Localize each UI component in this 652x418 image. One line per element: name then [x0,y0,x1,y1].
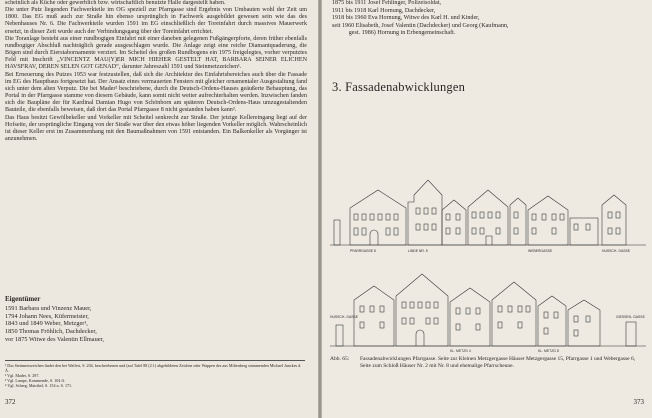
owners-continued [332,0,508,38]
paragraph: Die unter Putz liegenden Fachwerkteile im OG speziell zur Pfarrgasse sind Ergebnis von Umbauten wohl der Zeit um 1800. Das EG muß auch zur Straße hin ebenso ursprünglich in Fachwerk ausgebildet gewesen sein wie das des Nebenhauses Nr. 6. Die Fachwerkteile wurden 1591 im EG einschließlich der Toreinfahrt durch massives Mauerwerk ersetzt, in dieser Zeit wurde auch der Verbindungsgang über der Toreinfahrt errichtet. [5,7,307,35]
owners-list [5,305,104,344]
caption-label: Abb. 65: [330,356,350,362]
page-number-right: 373 [633,398,644,406]
footnote: ⁴ Vgl. Scherg, Matrikel, S. 154 u. S. 171. [5,383,73,389]
owner-entry: 1911 bis 1918 Karl Hornung, Dachdecker, [332,7,436,14]
figure-caption [330,356,646,369]
owner-entry: 1850 Thomas Fröhlich, Dachdecker, [5,328,97,336]
facade-elevation-drawing [330,150,646,353]
paragraph: Bei Erneuerung des Putzes 1953 war festzustellen, daß sich die Architektur des Einfahrtsbereiches auch über die Fassade im EG des Hauptbaus fortgesetzt hat. Der Ansatz eines vermauerten Fensters mit gleicher ornamentaler Ausgestaltung fand sich unter dem alten Verputz. Die bei Mader² beschriebene, durch die Deutsch-Ordens-Hauses geäußerte Behauptung, das Portal in der Pfarrgasse stamme von diesem Gebäude, kann somit nicht weiter aufrechterhalten werden. Inzwischen fanden sich die Baupläne der für Kardinal Damian Hugo von Schönborn am späteren Deutsch-Ordens-Haus umzugestaltenden Bauteile, die ebenfalls beweisen, daß dort das Portal Pfarrgasse 8 nicht gestanden haben kann³. [5,71,307,114]
drawing-label: KL. METZG 4 [450,349,471,353]
owners-heading: Eigentümer [5,295,41,303]
section-title: 3. Fassadenabwicklungen [332,80,466,94]
caption-text: Fassadenabwicklungen Pfarrgasse. Seite zur Kleinen Metzgergasse Häuser Metzgergasse 15, Pfarrgasse 1 und Webergasse 6, Seite zum Schloß Häuser Nr. 2 mit Nr. 8 und ehemalige Pfarrscheune. [360,356,636,369]
body-text [5,0,307,143]
footnote: ³ Vgl. Lampe, Kommende, S. 104 ff. [5,378,66,384]
owner-entry: 1794 Johann Nees, Küfermeister, [5,312,89,320]
footnotes [5,360,305,388]
drawing-label: LINDE NR. 5 [408,249,428,253]
right-page [322,0,652,418]
owner-entry: 1875 bis 1911 Josef Fehlinger, Polizeisoldat, [332,0,442,6]
paragraph: Das Haus besitzt Gewölbekeller und Vorkeller mit Scheitel senkrecht zur Straße. Der jetzige Kellereingang liegt auf der Hofseite, der ursprüngliche Eingang von der Straße war über den etwas höher liegenden Vorkeller möglich. Wahrscheinlich ist dieser Keller erst im Zusammenhang mit den Baumaßnahmen von 1591 entstanden. Ein Balkenkeller als Vorgänger ist anzunehmen. [5,114,307,142]
drawing-label: HUSSCH- GASSE [602,249,631,253]
owner-entry: 1591 Barbara und Vinzenz Mauer, [5,305,92,312]
left-page [0,0,318,418]
footnote: ¹ Das Steinmetzzeichen findet den bei Walfert, S. 204, beschriebenen und (auf Tafel 88 (2.1) abgebildeten Zeichen oder Wappen des aus Miltenberg stammenden Michael Junckes d. Ä. [5,363,302,374]
page-number-left: 372 [5,398,16,406]
paragraph: scheinlich als Küche oder gewerblich bzw. wirtschaftlich benutzte Halle dargestellt haben. [5,0,226,6]
drawing-label: KL. METZG 8 [538,349,559,353]
drawing-label: WEBERGASSE [528,249,553,253]
owner-entry: gest. 1986) Hornung in Erbengemeinschaft. [332,30,456,36]
drawing-label: HUSSCH- GASSE [330,315,359,319]
drawing-label: PFARRGASSE 8 [350,249,376,253]
owner-entry: 1843 und 1849 Weber, Metzger¹, [5,320,88,328]
footnote: ² Vgl. Mader, S. 297. [5,373,40,379]
paragraph: Die Toranlage besteht aus einer rundbogigen Einfahrt mit einer daneben gelegenen Fußgängerpforte, deren früher ebenfalls rundbogiger Abschluß nachträglich gerade ausgeschlagen wurde. Die Anlage zeigt eine reiche Diamantquaderung, die Bögen sind durch Eierstabornamente verziert. Im Scheitel des großen Rundbogens ein 1975 freigelegtes, vorher verputztes Feld mit Inschrift „VINCENTZ MAU(Y)ER MICH HIEHER GESTELT HAT, BARBARA SEINER ELICHEN HAVSFRAV, DEREN SELEN GOT GENAD“, darunter Jahreszahl 1591 und Steinmetzzeichen¹. [5,35,307,71]
drawing-label: GIESSEN- GASSE [616,315,645,319]
owner-entry: seit 1960 Elisabeth, Josef Valentin (Dachdecker) und Georg (Kaufmann, [332,22,509,29]
owner-entry: 1918 bis 1960 Eva Hornung, Witwe des Karl H. und Kinder, [332,15,480,21]
owner-entry: vor 1875 Witwe des Valentin Ellmauer, [5,335,104,343]
